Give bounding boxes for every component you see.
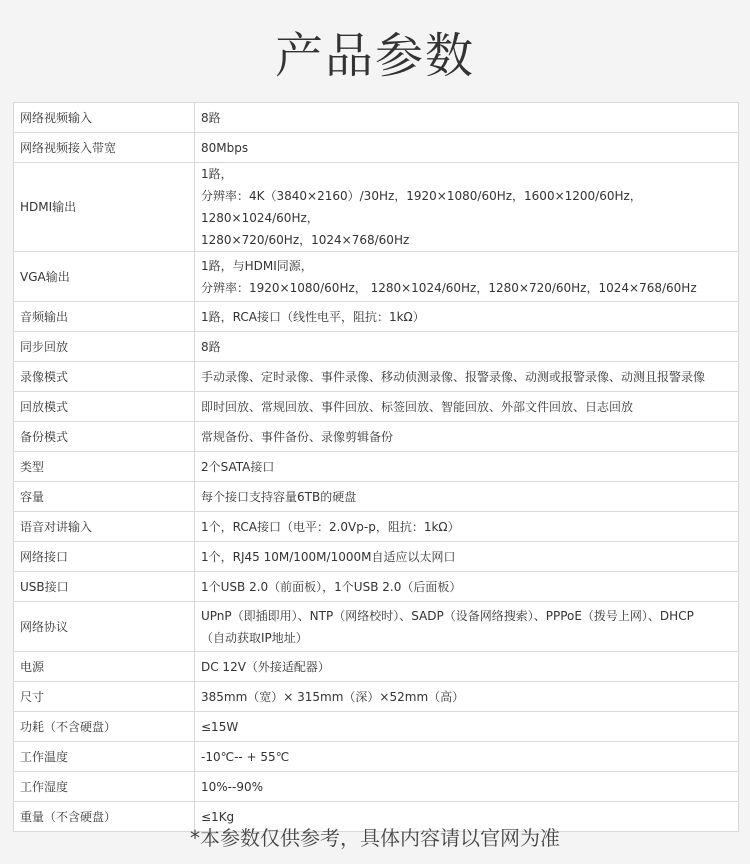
spec-label: HDMI输出 bbox=[14, 163, 195, 252]
spec-label: 备份模式 bbox=[14, 422, 195, 452]
spec-value: ≤15W bbox=[195, 712, 739, 742]
table-row bbox=[14, 512, 739, 542]
table-row bbox=[14, 392, 739, 422]
spec-value: 1个，RCA接口（电平：2.0Vp-p，阻抗：1kΩ） bbox=[195, 512, 739, 542]
table-row bbox=[14, 332, 739, 362]
spec-value: ≤1Kg bbox=[195, 802, 739, 832]
spec-value: 1路，与HDMI同源， 分辨率：1920×1080/60Hz， 1280×1024/60Hz，1280×720/60Hz，1024×768/60Hz bbox=[195, 252, 739, 302]
spec-value: 常规备份、事件备份、录像剪辑备份 bbox=[195, 422, 739, 452]
spec-value: 8路 bbox=[195, 103, 739, 133]
spec-value: 10%--90% bbox=[195, 772, 739, 802]
spec-label: 网络接口 bbox=[14, 542, 195, 572]
table-row bbox=[14, 103, 739, 133]
spec-label: VGA输出 bbox=[14, 252, 195, 302]
spec-label: 重量（不含硬盘） bbox=[14, 802, 195, 832]
spec-value: 80Mbps bbox=[195, 133, 739, 163]
spec-table bbox=[13, 102, 739, 832]
table-row bbox=[14, 362, 739, 392]
spec-value: -10℃-- + 55℃ bbox=[195, 742, 739, 772]
spec-label: 容量 bbox=[14, 482, 195, 512]
spec-label: 功耗（不含硬盘） bbox=[14, 712, 195, 742]
spec-value: 1个USB 2.0（前面板），1个USB 2.0（后面板） bbox=[195, 572, 739, 602]
table-row bbox=[14, 252, 739, 302]
spec-value: 2个SATA接口 bbox=[195, 452, 739, 482]
spec-label: 网络视频接入带宽 bbox=[14, 133, 195, 163]
spec-value: 手动录像、定时录像、事件录像、移动侦测录像、报警录像、动测或报警录像、动测且报警录像 bbox=[195, 362, 739, 392]
spec-label: 语音对讲输入 bbox=[14, 512, 195, 542]
spec-value: 1路， 分辨率：4K（3840×2160）/30Hz，1920×1080/60Hz，1600×1200/60Hz，1280×1024/60Hz， 1280×720/60Hz，1024×768/60Hz bbox=[195, 163, 739, 252]
spec-label: 工作温度 bbox=[14, 742, 195, 772]
table-row bbox=[14, 572, 739, 602]
table-row bbox=[14, 772, 739, 802]
table-row bbox=[14, 163, 739, 252]
table-row bbox=[14, 482, 739, 512]
spec-label: 网络视频输入 bbox=[14, 103, 195, 133]
spec-value: DC 12V（外接适配器） bbox=[195, 652, 739, 682]
spec-value: 1路，RCA接口（线性电平，阻抗：1kΩ） bbox=[195, 302, 739, 332]
spec-label: 类型 bbox=[14, 452, 195, 482]
spec-label: 电源 bbox=[14, 652, 195, 682]
table-row bbox=[14, 652, 739, 682]
spec-label: 回放模式 bbox=[14, 392, 195, 422]
spec-label: 尺寸 bbox=[14, 682, 195, 712]
table-row bbox=[14, 712, 739, 742]
spec-value: 1个，RJ45 10M/100M/1000M自适应以太网口 bbox=[195, 542, 739, 572]
table-row bbox=[14, 302, 739, 332]
table-row bbox=[14, 682, 739, 712]
spec-label: 同步回放 bbox=[14, 332, 195, 362]
spec-label: USB接口 bbox=[14, 572, 195, 602]
table-row bbox=[14, 742, 739, 772]
table-row bbox=[14, 542, 739, 572]
table-row bbox=[14, 452, 739, 482]
spec-value: 每个接口支持容量6TB的硬盘 bbox=[195, 482, 739, 512]
disclaimer-note: *本参数仅供参考，具体内容请以官网为准 bbox=[190, 826, 560, 850]
table-row bbox=[14, 422, 739, 452]
spec-value: 385mm（宽）× 315mm（深）×52mm（高） bbox=[195, 682, 739, 712]
spec-label: 录像模式 bbox=[14, 362, 195, 392]
spec-label: 音频输出 bbox=[14, 302, 195, 332]
spec-value: 8路 bbox=[195, 332, 739, 362]
spec-label: 工作湿度 bbox=[14, 772, 195, 802]
table-row bbox=[14, 602, 739, 652]
table-row bbox=[14, 133, 739, 163]
spec-label: 网络协议 bbox=[14, 602, 195, 652]
spec-value: 即时回放、常规回放、事件回放、标签回放、智能回放、外部文件回放、日志回放 bbox=[195, 392, 739, 422]
page-title: 产品参数 bbox=[274, 28, 475, 84]
spec-value: UPnP（即插即用）、NTP（网络校时）、SADP（设备网络搜索）、PPPoE（拨号上网）、DHCP （自动获取IP地址） bbox=[195, 602, 739, 652]
